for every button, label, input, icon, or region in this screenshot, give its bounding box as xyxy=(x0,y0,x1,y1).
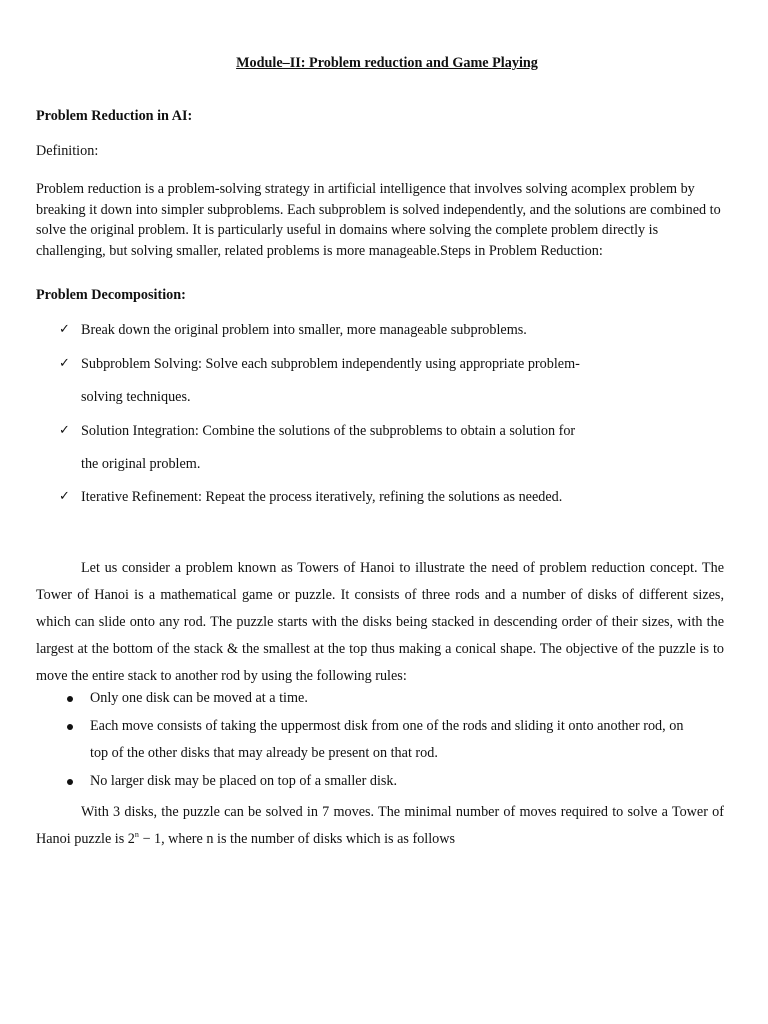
check-icon: ✓ xyxy=(59,356,70,371)
moves-exponent: n xyxy=(134,830,139,839)
check-item: Subproblem Solving: Solve each subproblem independently using appropriate problem- xyxy=(81,356,580,372)
moves-text-tail: − 1, where n is the number of disks which is as follows xyxy=(138,831,456,847)
document-title: Module–II: Problem reduction and Game Playing xyxy=(236,55,538,71)
rule-item: No larger disk may be placed on top of a smaller disk. xyxy=(90,773,398,789)
moves-paragraph xyxy=(36,799,724,853)
definition-paragraph: Problem reduction is a problem-solving strategy in artificial intelligence that involves solving acomplex problem by breaking it down into simpler subproblems. Each subproblem is solved independently, and the solutions are combined to solve the original problem. It is particularly useful in domains where solving the complete problem directly is challenging, but solving smaller, related problems is more manageable.Steps in Problem Reduction: xyxy=(36,181,721,259)
check-item-continuation: the original problem. xyxy=(81,456,201,472)
check-icon: ✓ xyxy=(59,423,70,438)
section-heading: Problem Reduction in AI: xyxy=(36,108,193,124)
bullet-icon xyxy=(67,696,73,702)
bullet-icon xyxy=(67,779,73,785)
check-item-continuation: solving techniques. xyxy=(81,389,191,405)
rule-item: Each move consists of taking the uppermost disk from one of the rods and sliding it onto another rod, on xyxy=(90,718,684,734)
decomposition-heading: Problem Decomposition: xyxy=(36,287,186,303)
definition-label: Definition: xyxy=(36,143,99,159)
check-item: Iterative Refinement: Repeat the process iteratively, refining the solutions as needed. xyxy=(81,489,563,505)
check-icon: ✓ xyxy=(59,322,70,337)
check-item: Break down the original problem into smaller, more manageable subproblems. xyxy=(81,322,527,338)
rule-item-continuation: top of the other disks that may already be present on that rod. xyxy=(90,745,438,761)
rule-item: Only one disk can be moved at a time. xyxy=(90,690,308,706)
bullet-icon xyxy=(67,724,73,730)
moves-text: With 3 disks, the puzzle can be solved in 7 moves. The minimal number of moves required to solve a Tower of Hanoi puzzle is 2 xyxy=(36,804,724,847)
hanoi-paragraph: Let us consider a problem known as Towers of Hanoi to illustrate the need of problem reduction concept. The Tower of Hanoi is a mathematical game or puzzle. It consists of three rods and a number of disks of different sizes, which can slide onto any rod. The puzzle starts with the disks being stacked in descending order of their sizes, with the largest at the bottom of the stack & the smallest at the top thus making a conical shape. The objective of the puzzle is to move the entire stack to another rod by using the following rules: xyxy=(36,560,724,684)
check-icon: ✓ xyxy=(59,489,70,504)
check-item: Solution Integration: Combine the solutions of the subproblems to obtain a solution for xyxy=(81,423,576,439)
